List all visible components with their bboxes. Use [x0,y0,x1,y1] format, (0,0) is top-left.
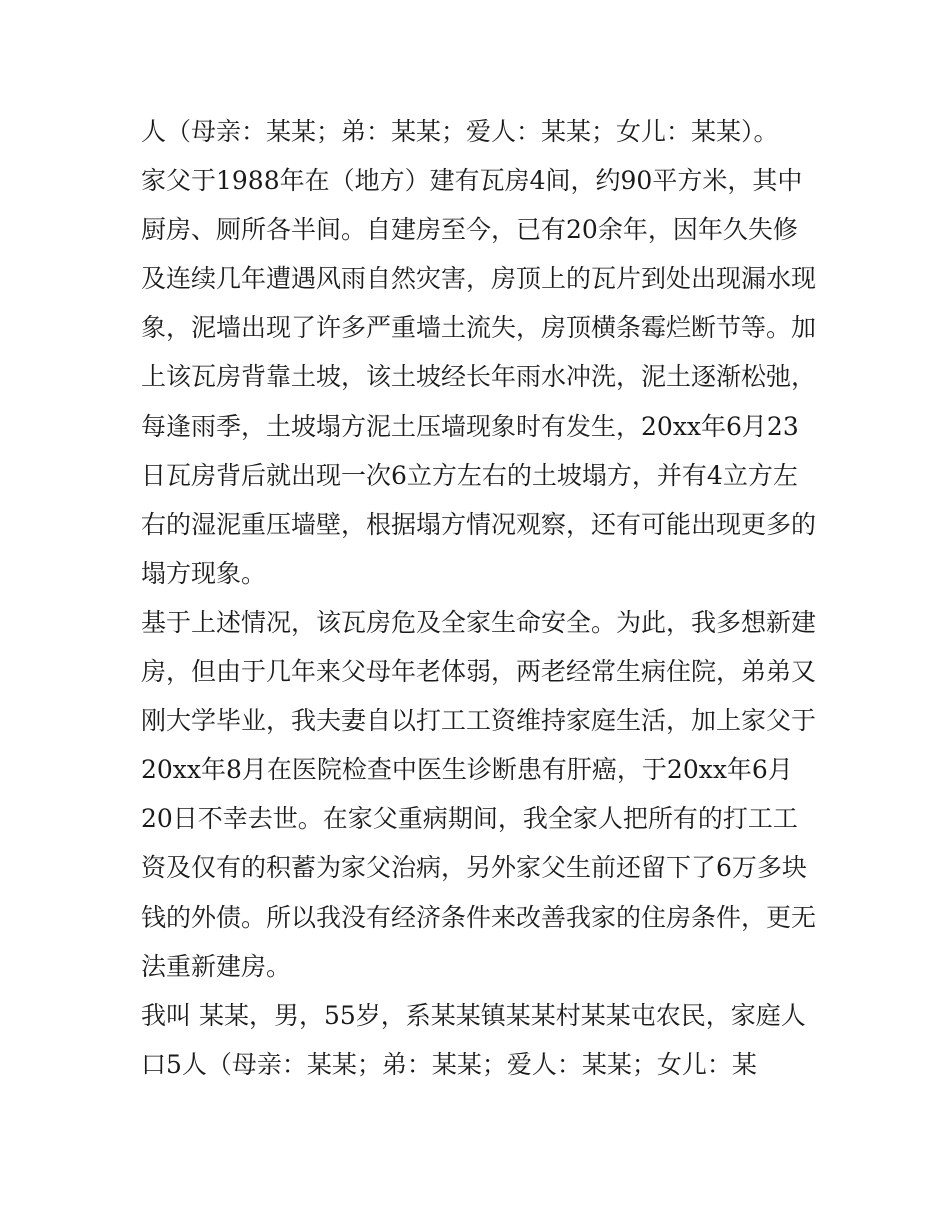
text-line: 及连续几年遭遇风雨自然灾害，房顶上的瓦片到处出现漏水现 [141,264,817,294]
text-line: 法重新建房。 [141,951,292,981]
text-line: 我叫 某某，男，55岁，系某某镇某某村某某屯农民，家庭人 [141,1000,806,1030]
text-line: 象，泥墙出现了许多严重墙土流失，房顶横条霉烂断节等。加 [141,313,817,343]
text-line: 口5人（母亲：某某；弟：某某；爱人：某某；女儿：某 [141,1049,757,1079]
text-line: 右的湿泥重压墙壁，根据塌方情况观察，还有可能出现更多的 [141,509,817,539]
text-line: 刚大学毕业，我夫妻自以打工工资维持家庭生活，加上家父于 [141,706,817,736]
text-line: 资及仅有的积蓄为家父治病，另外家父生前还留下了6万多块 [141,853,807,883]
body-text [141,107,821,1089]
text-line: 钱的外债。所以我没有经济条件来改善我家的住房条件，更无 [141,902,817,932]
text-line: 厨房、厕所各半间。自建房至今，已有20余年，因年久失修 [141,215,798,245]
text-line: 日瓦房背后就出现一次6立方左右的土坡塌方，并有4立方左 [141,460,798,490]
text-line: 上该瓦房背靠土坡，该土坡经长年雨水冲洗，泥土逐渐松弛， [141,362,817,392]
text-line: 人（母亲：某某；弟：某某；爱人：某某；女儿：某某）。 [141,117,779,146]
text-line: 塌方现象。 [141,558,267,588]
text-line: 基于上述情况，该瓦房危及全家生命安全。为此，我多想新建 [141,607,817,637]
text-line: 20日不幸去世。在家父重病期间，我全家人把所有的打工工 [141,804,798,834]
text-line: 房，但由于几年来父母年老体弱，两老经常生病住院，弟弟又 [141,657,817,687]
text-line: 家父于1988年在（地方）建有瓦房4间，约90平方米，其中 [141,166,803,196]
text-line: 20xx年8月在医院检查中医生诊断患有肝癌，于20xx年6月 [141,755,793,785]
text-line: 每逢雨季，土坡塌方泥土压墙现象时有发生，20xx年6月23 [141,411,799,441]
